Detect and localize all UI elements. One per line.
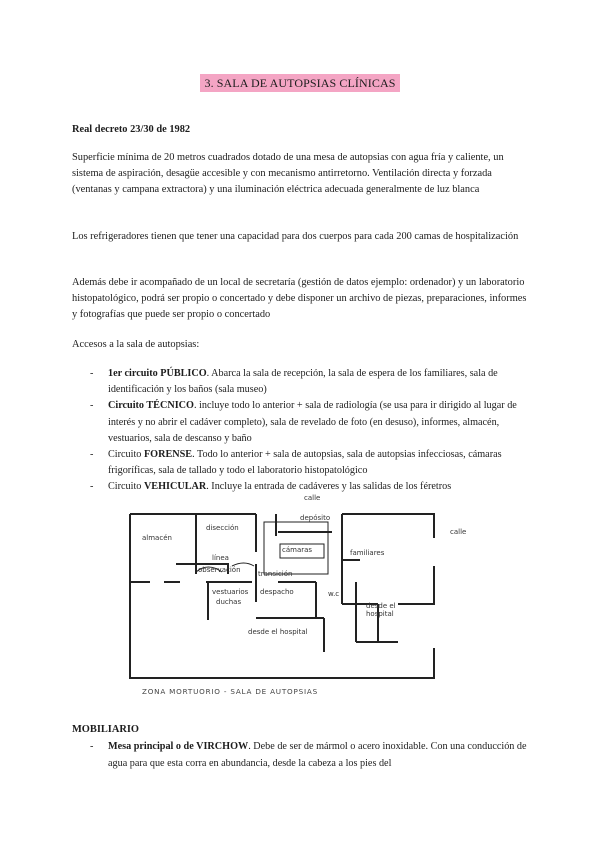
- paragraph-surface: Superficie mínima de 20 metros cuadrados dotado de una mesa de autopsias con agua fría y caliente, un sistema de aspiración, desagüe accesible y con mecanismo antirretorno. Ventilación directa y forzada (ventanas y campana extractora) y una iluminación eléctrica adecuada generalmente de luz blanca: [72, 152, 504, 195]
- plan-label-vestuarios: vestuarios: [212, 588, 249, 596]
- plan-label-camaras: cámaras: [282, 546, 313, 554]
- floor-plan-walls: [128, 492, 448, 702]
- plan-label-duchas: duchas: [216, 598, 242, 606]
- mobiliario-list: [72, 739, 532, 772]
- floor-plan-caption: ZONA MORTUORIO - SALA DE AUTOPSIAS: [142, 687, 318, 696]
- plan-label-linea: línea: [212, 554, 229, 562]
- floor-plan: [128, 492, 467, 702]
- plan-label-almacen: almacén: [142, 534, 172, 542]
- plan-label-hospital-bottom: desde el hospital: [248, 628, 308, 636]
- paragraph-refrigerators: Los refrigeradores tienen que tener una capacidad para dos cuerpos para cada 200 camas de hospitalización: [72, 231, 519, 242]
- plan-label-deposito: depósito: [300, 514, 331, 522]
- plan-label-diseccion: disección: [206, 524, 239, 532]
- mobiliario-heading: MOBILIARIO: [72, 724, 139, 735]
- list-item: - Circuito TÉCNICO. incluye todo lo anterior + sala de radiología (se usa para ir dirigido al lugar de interés y no abrir el cadáver completo), sala de revelado de foto (en desuso), informes, almacén, vestuarios, sala de descanso y baño: [72, 398, 532, 447]
- list-item: - 1er circuito PÚBLICO. Abarca la sala de recepción, la sala de espera de los familiares, sala de identificación y los baños (sala museo): [72, 366, 532, 398]
- decree-heading: Real decreto 23/30 de 1982: [72, 124, 191, 135]
- plan-label-transicion: transición: [258, 570, 293, 578]
- plan-label-calle-top: calle: [304, 494, 321, 502]
- list-item: - Mesa principal o de VIRCHOW. Debe de ser de mármol o acero inoxidable. Con una conducción de agua para que esta corra en abundancia, desde la cabeza a los pies del: [72, 739, 532, 772]
- list-item: - Circuito VEHICULAR. Incluye la entrada de cadáveres y las salidas de los féretros: [72, 479, 532, 495]
- list-item: - Circuito FORENSE. Todo lo anterior + sala de autopsias, sala de autopsias infecciosas, cámaras frigoríficas, sala de tallado y todo el laboratorio histopatológico: [72, 447, 532, 479]
- plan-label-wc: w.c: [328, 590, 340, 598]
- plan-label-despacho: despacho: [260, 588, 294, 596]
- page-title: [0, 74, 600, 92]
- paragraph-secretary: Además debe ir acompañado de un local de secretaría (gestión de datos ejemplo: ordenador) y un laboratorio histopatológico, podrá ser propio o concertado y debe disponer un archivo de piezas, preparaciones, informes y fotografías que puede ser propio o concertado: [72, 277, 527, 320]
- plan-label-familiares: familiares: [350, 549, 385, 557]
- page-title-text: 3. SALA DE AUTOPSIAS CLÍNICAS: [200, 74, 399, 92]
- plan-label-hospital-right-1: desde el: [366, 602, 396, 610]
- paragraph-access-intro: Accesos a la sala de autopsias:: [72, 339, 200, 350]
- plan-label-hospital-right-2: hospital: [366, 610, 394, 618]
- access-list: [72, 366, 532, 496]
- plan-label-observacion: observación: [198, 566, 241, 574]
- plan-label-calle-right: calle: [450, 528, 467, 536]
